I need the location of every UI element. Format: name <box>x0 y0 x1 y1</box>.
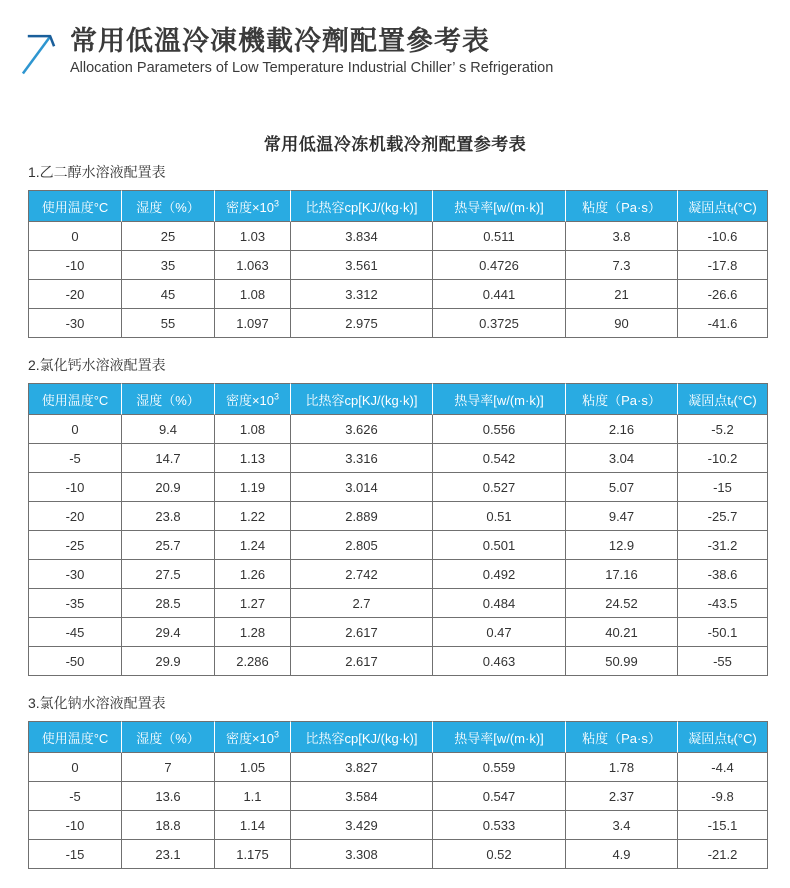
table-cell: 90 <box>566 309 678 338</box>
table-cell: 4.9 <box>566 840 678 869</box>
table-cell: 0.484 <box>433 589 566 618</box>
table-cell: 0 <box>28 415 122 444</box>
table-cell: 3.834 <box>291 222 433 251</box>
column-header: 使用温度°C <box>28 383 122 415</box>
table-cell: 3.626 <box>291 415 433 444</box>
table-cell: 45 <box>122 280 215 309</box>
table-cell: 3.584 <box>291 782 433 811</box>
table-cell: -50.1 <box>678 618 768 647</box>
column-header: 凝固点$t_f(^\circ C)$ <box>678 383 768 415</box>
table-cell: 1.097 <box>215 309 291 338</box>
table-cell: 3.014 <box>291 473 433 502</box>
table-cell: 7.3 <box>566 251 678 280</box>
table-cell: 28.5 <box>122 589 215 618</box>
table-row <box>28 531 768 560</box>
table-row <box>28 415 768 444</box>
column-header: 比热容cp[KJ/(kg·k)] <box>291 721 433 753</box>
section-label: 1.乙二醇水溶液配置表 <box>28 164 166 180</box>
column-header: 粘度（Pa·s） <box>566 721 678 753</box>
section-label: 2.氯化钙水溶液配置表 <box>28 357 166 373</box>
table-cell: 7 <box>122 753 215 782</box>
table-cell: 1.1 <box>215 782 291 811</box>
table-cell: 1.24 <box>215 531 291 560</box>
section-ethylene-glycol <box>28 162 768 338</box>
table-cell: -20 <box>28 502 122 531</box>
table-cell: 23.1 <box>122 840 215 869</box>
column-header: 使用温度°C <box>28 190 122 222</box>
table-cell: -30 <box>28 560 122 589</box>
table-cell: 0.463 <box>433 647 566 676</box>
table-cell: 1.14 <box>215 811 291 840</box>
table-cell: 0.533 <box>433 811 566 840</box>
table-cell: 13.6 <box>122 782 215 811</box>
table-cell: 0.501 <box>433 531 566 560</box>
table-cell: 3.827 <box>291 753 433 782</box>
table-cell: 1.27 <box>215 589 291 618</box>
table-cell: -15 <box>28 840 122 869</box>
header-row <box>28 383 768 415</box>
table-cell: -35 <box>28 589 122 618</box>
table-cell: 20.9 <box>122 473 215 502</box>
letterhead-title: 常用低溫冷凍機載冷劑配置參考表 <box>70 26 490 56</box>
column-header: 粘度（Pa·s） <box>566 383 678 415</box>
header-row <box>28 190 768 222</box>
table-cell: 2.16 <box>566 415 678 444</box>
table-cell: 1.19 <box>215 473 291 502</box>
table-cell: 9.47 <box>566 502 678 531</box>
column-header: 热导率[w/(m·k)] <box>433 721 566 753</box>
table-cell: 2.617 <box>291 647 433 676</box>
trend-up-arrow-icon <box>20 32 57 78</box>
table-cell: 0.3725 <box>433 309 566 338</box>
table-cell: -5.2 <box>678 415 768 444</box>
letterhead-text <box>70 26 553 76</box>
table-row <box>28 811 768 840</box>
table-cell: 1.13 <box>215 444 291 473</box>
table-cell: -15 <box>678 473 768 502</box>
column-header: 湿度（%） <box>122 383 215 415</box>
table-cell: 0.542 <box>433 444 566 473</box>
column-header: 密度$\times 10^3$ <box>215 721 291 753</box>
table-cell: 0.527 <box>433 473 566 502</box>
table-cell: 1.175 <box>215 840 291 869</box>
table-cell: 2.617 <box>291 618 433 647</box>
table-cell: 3.8 <box>566 222 678 251</box>
column-header: 凝固点$t_f(^\circ C)$ <box>678 190 768 222</box>
table-row <box>28 618 768 647</box>
table-cell: -30 <box>28 309 122 338</box>
table-row <box>28 444 768 473</box>
table-cell: 0.547 <box>433 782 566 811</box>
table-cell: 3.316 <box>291 444 433 473</box>
column-header: 比热容cp[KJ/(kg·k)] <box>291 190 433 222</box>
table-cell: 1.78 <box>566 753 678 782</box>
table-cell: 0.556 <box>433 415 566 444</box>
column-header: 热导率[w/(m·k)] <box>433 383 566 415</box>
section-sodium-chloride <box>28 693 768 869</box>
table-cell: 3.4 <box>566 811 678 840</box>
table-cell: 35 <box>122 251 215 280</box>
table-cell: 0.559 <box>433 753 566 782</box>
column-header: 凝固点$t_f(^\circ C)$ <box>678 721 768 753</box>
table-cell: 55 <box>122 309 215 338</box>
table-cell: 1.22 <box>215 502 291 531</box>
table-cell: 2.975 <box>291 309 433 338</box>
table-cell: 1.05 <box>215 753 291 782</box>
table-cell: 25.7 <box>122 531 215 560</box>
table-cell: 29.9 <box>122 647 215 676</box>
column-header: 热导率[w/(m·k)] <box>433 190 566 222</box>
table-row <box>28 782 768 811</box>
section-calcium-chloride <box>28 355 768 676</box>
table-cell: -43.5 <box>678 589 768 618</box>
table-cell: 2.889 <box>291 502 433 531</box>
table-cell: 5.07 <box>566 473 678 502</box>
table-cell: 24.52 <box>566 589 678 618</box>
table-cell: 0.441 <box>433 280 566 309</box>
ethylene-glycol-table <box>28 190 768 338</box>
table-cell: 3.561 <box>291 251 433 280</box>
table-cell: 9.4 <box>122 415 215 444</box>
table-cell: 3.308 <box>291 840 433 869</box>
table-cell: -17.8 <box>678 251 768 280</box>
table-cell: -26.6 <box>678 280 768 309</box>
table-cell: -10 <box>28 473 122 502</box>
table-cell: 2.286 <box>215 647 291 676</box>
sodium-chloride-table <box>28 721 768 869</box>
table-row <box>28 280 768 309</box>
letterhead <box>0 0 790 78</box>
table-cell: 0.47 <box>433 618 566 647</box>
table-cell: 27.5 <box>122 560 215 589</box>
table-cell: 21 <box>566 280 678 309</box>
table-cell: 12.9 <box>566 531 678 560</box>
table-cell: -5 <box>28 444 122 473</box>
table-row <box>28 647 768 676</box>
table-cell: 0 <box>28 222 122 251</box>
table-cell: 2.37 <box>566 782 678 811</box>
table-cell: 17.16 <box>566 560 678 589</box>
table-cell: -15.1 <box>678 811 768 840</box>
table-cell: 2.742 <box>291 560 433 589</box>
table-row <box>28 251 768 280</box>
table-cell: 3.312 <box>291 280 433 309</box>
table-cell: 1.03 <box>215 222 291 251</box>
table-cell: 1.08 <box>215 415 291 444</box>
table-cell: -9.8 <box>678 782 768 811</box>
column-header: 密度$\times 10^3$ <box>215 190 291 222</box>
table-row <box>28 309 768 338</box>
table-cell: -10 <box>28 811 122 840</box>
column-header: 湿度（%） <box>122 190 215 222</box>
document-title: 常用低温冷冻机载冷剂配置参考表 <box>263 135 527 154</box>
table-row <box>28 753 768 782</box>
header-row <box>28 721 768 753</box>
table-cell: 0.4726 <box>433 251 566 280</box>
table-cell: 18.8 <box>122 811 215 840</box>
calcium-chloride-table <box>28 383 768 676</box>
table-cell: 14.7 <box>122 444 215 473</box>
table-cell: -45 <box>28 618 122 647</box>
table-row <box>28 589 768 618</box>
table-cell: -20 <box>28 280 122 309</box>
table-cell: -50 <box>28 647 122 676</box>
table-cell: 23.8 <box>122 502 215 531</box>
table-cell: 50.99 <box>566 647 678 676</box>
table-cell: 40.21 <box>566 618 678 647</box>
column-header: 比热容cp[KJ/(kg·k)] <box>291 383 433 415</box>
table-cell: 2.7 <box>291 589 433 618</box>
table-cell: 25 <box>122 222 215 251</box>
table-cell: 0.492 <box>433 560 566 589</box>
table-cell: 3.429 <box>291 811 433 840</box>
table-row <box>28 560 768 589</box>
section-label: 3.氯化钠水溶液配置表 <box>28 695 166 711</box>
table-cell: -38.6 <box>678 560 768 589</box>
column-header: 粘度（Pa·s） <box>566 190 678 222</box>
column-header: 湿度（%） <box>122 721 215 753</box>
table-cell: 0.51 <box>433 502 566 531</box>
table-cell: 2.805 <box>291 531 433 560</box>
table-cell: -5 <box>28 782 122 811</box>
table-row <box>28 840 768 869</box>
column-header: 使用温度°C <box>28 721 122 753</box>
table-cell: -4.4 <box>678 753 768 782</box>
table-row <box>28 222 768 251</box>
table-cell: 0.511 <box>433 222 566 251</box>
letterhead-subtitle: Allocation Parameters of Low Temperature Industrial Chiller’ s Refrigeration <box>70 60 554 77</box>
table-cell: -25 <box>28 531 122 560</box>
table-cell: 29.4 <box>122 618 215 647</box>
table-cell: -55 <box>678 647 768 676</box>
table-cell: -25.7 <box>678 502 768 531</box>
table-cell: -10 <box>28 251 122 280</box>
table-cell: -10.2 <box>678 444 768 473</box>
table-cell: 1.26 <box>215 560 291 589</box>
table-cell: -31.2 <box>678 531 768 560</box>
table-cell: 1.28 <box>215 618 291 647</box>
table-cell: 0.52 <box>433 840 566 869</box>
table-cell: -41.6 <box>678 309 768 338</box>
table-cell: 1.08 <box>215 280 291 309</box>
column-header: 密度$\times 10^3$ <box>215 383 291 415</box>
table-row <box>28 502 768 531</box>
table-cell: 1.063 <box>215 251 291 280</box>
table-row <box>28 473 768 502</box>
table-cell: -21.2 <box>678 840 768 869</box>
table-cell: 0 <box>28 753 122 782</box>
table-cell: 3.04 <box>566 444 678 473</box>
table-cell: -10.6 <box>678 222 768 251</box>
